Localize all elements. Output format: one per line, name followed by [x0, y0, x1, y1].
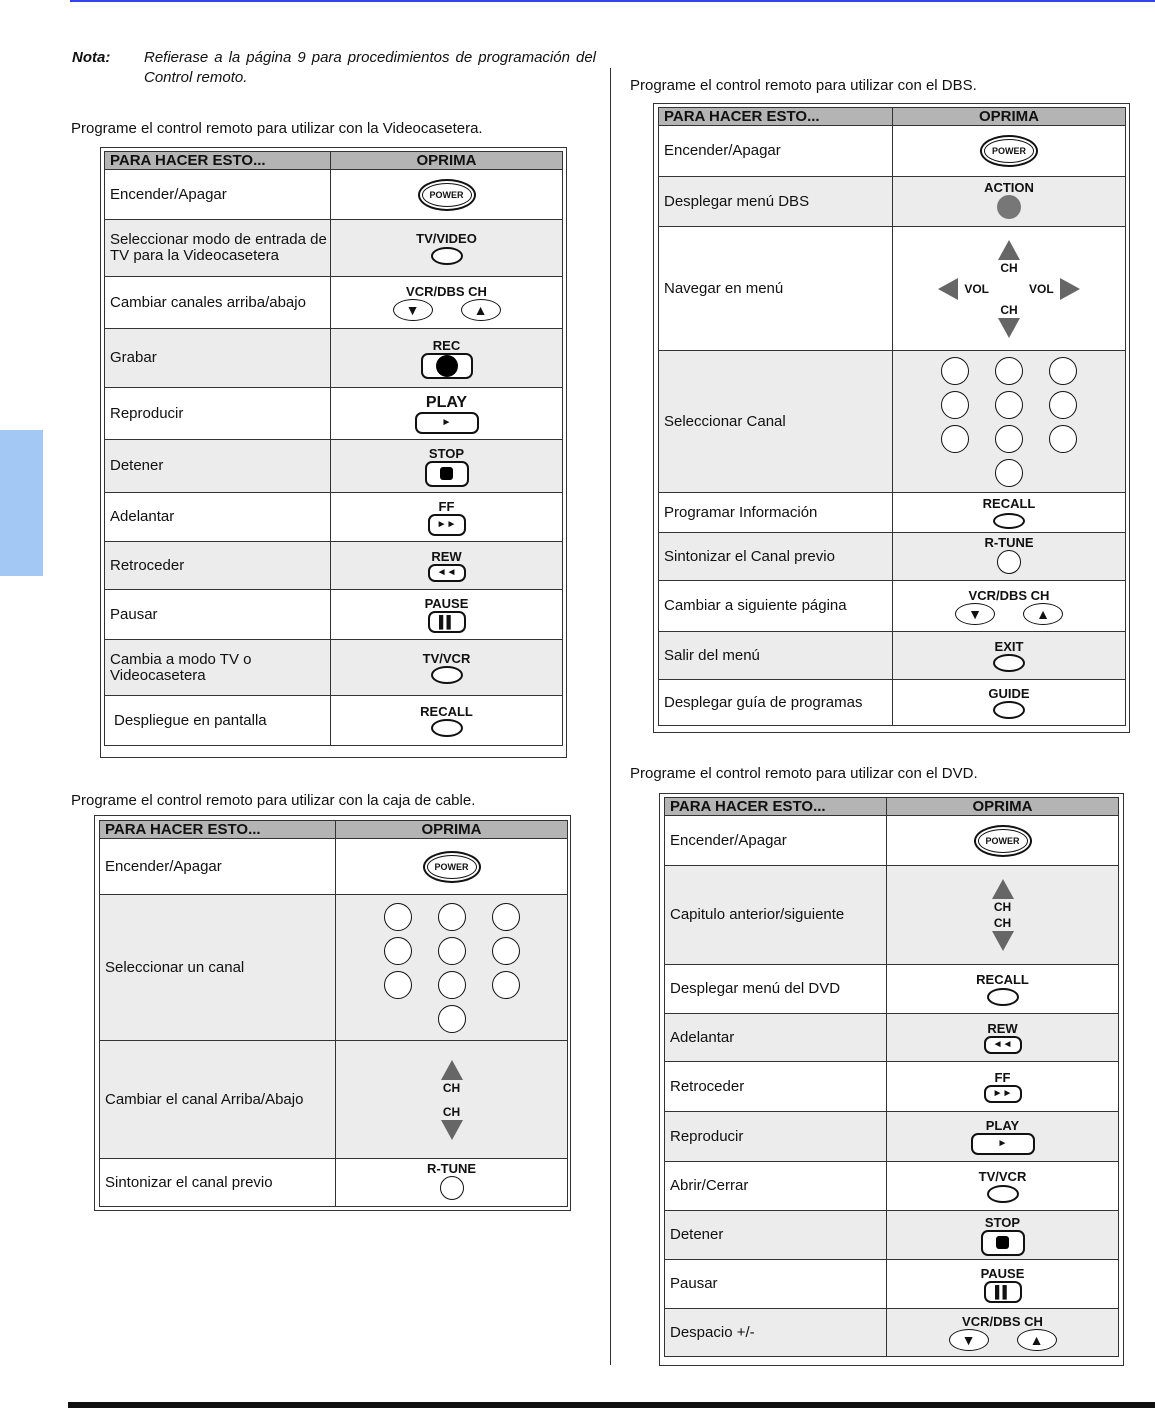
rewind-icon[interactable]: ◄◄	[984, 1036, 1022, 1054]
row-label: Pausar	[665, 1260, 887, 1309]
row-label: Detener	[105, 440, 331, 493]
digit-key[interactable]	[384, 937, 412, 965]
col-header-action: PARA HACER ESTO...	[665, 798, 887, 816]
oval-button-icon[interactable]	[431, 719, 463, 737]
digit-key[interactable]	[941, 425, 969, 453]
row-label: Cambiar a siguiente página	[659, 581, 893, 632]
action-button-icon[interactable]	[997, 195, 1021, 219]
button-label: RECALL	[982, 496, 1036, 512]
vcr-table	[104, 151, 563, 746]
digit-key[interactable]	[1049, 391, 1077, 419]
row-label: Encender/Apagar	[665, 816, 887, 866]
button-label: FF	[994, 1069, 1011, 1085]
ch-down-label: CH	[993, 916, 1012, 930]
button-label: ACTION	[984, 180, 1034, 195]
ch-down-label: CH	[1000, 302, 1018, 317]
button-label: STOP	[984, 1214, 1021, 1230]
row-label: Capitulo anterior/siguiente	[665, 866, 887, 965]
oval-button-icon[interactable]	[993, 513, 1025, 529]
digit-key[interactable]	[995, 357, 1023, 385]
table-row	[105, 640, 563, 696]
channel-up-icon[interactable]: ▲	[1023, 603, 1063, 625]
row-label: Retroceder	[105, 542, 331, 590]
button-label: TV/VIDEO	[416, 231, 477, 247]
table-row	[105, 220, 563, 277]
ch-up-label: CH	[993, 900, 1012, 914]
table-row	[105, 388, 563, 440]
table-row	[665, 1062, 1119, 1112]
row-label: Sintonizar el canal previo	[100, 1159, 336, 1207]
vol-right-label: VOL	[1029, 281, 1054, 296]
stop-icon[interactable]	[981, 1230, 1025, 1256]
table-row	[100, 839, 568, 895]
digit-key[interactable]	[492, 937, 520, 965]
table-row	[100, 1159, 568, 1207]
number-keypad-icon	[893, 357, 1125, 487]
oval-button-icon[interactable]	[431, 247, 463, 265]
play-icon[interactable]: ►	[971, 1133, 1035, 1155]
channel-down-arrow-icon[interactable]	[992, 931, 1014, 951]
table-row	[659, 493, 1126, 533]
table-row	[665, 1014, 1119, 1062]
power-button-icon[interactable]: POWER	[974, 825, 1032, 857]
table-row	[105, 329, 563, 388]
row-label: Reproducir	[105, 388, 331, 440]
channel-down-arrow-icon[interactable]	[441, 1120, 463, 1140]
table-row	[105, 440, 563, 493]
note-label: Nota:	[72, 49, 111, 66]
ch-up-label: CH	[1000, 260, 1018, 275]
round-button-icon[interactable]	[440, 1176, 464, 1200]
button-label: REW	[431, 548, 462, 564]
col-header-press: OPRIMA	[331, 152, 563, 170]
table-row	[665, 816, 1119, 866]
cable-intro: Programe el control remoto para utilizar con la caja de cable.	[71, 792, 476, 809]
row-label: Detener	[665, 1211, 887, 1260]
button-label: R-TUNE	[984, 535, 1034, 550]
digit-key[interactable]	[438, 971, 466, 999]
note-text: Refierase a la página 9 para procedimientos de programación del Control remoto.	[144, 49, 596, 86]
row-label: Seleccionar Canal	[659, 351, 893, 493]
table-row	[105, 590, 563, 640]
digit-key[interactable]	[1049, 425, 1077, 453]
table-row	[659, 227, 1126, 351]
channel-up-arrow-icon[interactable]	[992, 879, 1014, 899]
row-label: Grabar	[105, 329, 331, 388]
table-row	[665, 866, 1119, 965]
digit-key[interactable]	[492, 903, 520, 931]
volume-right-arrow-icon[interactable]	[1060, 278, 1080, 300]
col-header-action: PARA HACER ESTO...	[100, 821, 336, 839]
button-label: GUIDE	[988, 685, 1030, 701]
dbs-table	[658, 107, 1126, 726]
row-label: Navegar en menú	[659, 227, 893, 351]
play-icon[interactable]: ►	[415, 412, 479, 434]
digit-key[interactable]	[995, 391, 1023, 419]
row-label: Desplegar menú del DVD	[665, 965, 887, 1014]
table-row	[659, 680, 1126, 726]
section-side-tab	[0, 430, 43, 576]
row-label: Salir del menú	[659, 632, 893, 680]
button-label: REW	[987, 1020, 1018, 1036]
digit-key[interactable]	[384, 971, 412, 999]
digit-key[interactable]	[492, 971, 520, 999]
digit-key[interactable]	[438, 903, 466, 931]
table-row	[105, 542, 563, 590]
pause-icon[interactable]: ▌▌	[428, 611, 466, 633]
row-label: Reproducir	[665, 1112, 887, 1162]
channel-down-icon[interactable]: ▼	[949, 1329, 989, 1351]
col-header-action: PARA HACER ESTO...	[105, 152, 331, 170]
row-label: Despliegue en pantalla	[105, 696, 331, 746]
table-row	[665, 1309, 1119, 1357]
table-header	[100, 821, 568, 839]
row-label: Desplegar menú DBS	[659, 177, 893, 227]
row-label: Desplegar guía de programas	[659, 680, 893, 726]
table-row	[105, 696, 563, 746]
digit-key[interactable]	[995, 425, 1023, 453]
digit-key[interactable]	[1049, 357, 1077, 385]
row-label: Encender/Apagar	[659, 126, 893, 177]
oval-button-icon[interactable]	[993, 654, 1025, 672]
power-button-icon[interactable]: POWER	[980, 135, 1038, 167]
dbs-intro: Programe el control remoto para utilizar con el DBS.	[630, 77, 977, 94]
col-header-action: PARA HACER ESTO...	[659, 108, 893, 126]
digit-key[interactable]	[941, 391, 969, 419]
table-row	[100, 1041, 568, 1159]
row-label: Seleccionar un canal	[100, 895, 336, 1041]
row-label: Sintonizar el Canal previo	[659, 533, 893, 581]
row-label: Adelantar	[665, 1014, 887, 1062]
power-button-icon[interactable]: POWER	[418, 179, 476, 211]
button-label: TV/VCR	[978, 1169, 1027, 1185]
button-label: PAUSE	[424, 596, 469, 611]
pause-icon[interactable]: ▌▌	[984, 1281, 1022, 1303]
digit-key[interactable]	[438, 937, 466, 965]
row-label: Cambiar el canal Arriba/Abajo	[100, 1041, 336, 1159]
dvd-intro: Programe el control remoto para utilizar con el DVD.	[630, 765, 978, 782]
channel-up-icon[interactable]: ▲	[461, 299, 501, 321]
stop-icon[interactable]	[425, 461, 469, 487]
table-row	[105, 170, 563, 220]
button-label: EXIT	[994, 638, 1024, 654]
table-row	[665, 1260, 1119, 1309]
table-header	[659, 108, 1126, 126]
button-label: STOP	[428, 445, 465, 461]
button-label: TV/VCR	[422, 650, 471, 666]
fast-forward-icon[interactable]: ►►	[984, 1085, 1022, 1103]
table-row	[665, 1162, 1119, 1211]
oval-button-icon[interactable]	[987, 988, 1019, 1006]
digit-key[interactable]	[438, 1005, 466, 1033]
ch-up-label: CH	[442, 1080, 461, 1095]
fast-forward-icon[interactable]: ►►	[428, 514, 466, 536]
button-label: PAUSE	[980, 1265, 1025, 1281]
row-label: Encender/Apagar	[105, 170, 331, 220]
button-label: REC	[432, 337, 461, 353]
digit-key[interactable]	[384, 903, 412, 931]
row-label: Abrir/Cerrar	[665, 1162, 887, 1211]
button-label: FF	[438, 498, 455, 514]
oval-button-icon[interactable]	[987, 1185, 1019, 1203]
table-row	[105, 277, 563, 329]
table-row	[665, 965, 1119, 1014]
oval-button-icon[interactable]	[993, 701, 1025, 719]
row-label: Programar Información	[659, 493, 893, 533]
table-row	[100, 895, 568, 1041]
col-header-press: OPRIMA	[887, 798, 1119, 816]
col-header-press: OPRIMA	[336, 821, 568, 839]
button-label: PLAY	[985, 1118, 1020, 1133]
table-header	[665, 798, 1119, 816]
table-row	[665, 1211, 1119, 1260]
button-label: VCR/DBS CH	[406, 284, 487, 299]
oval-button-icon[interactable]	[431, 666, 463, 684]
power-button-icon[interactable]: POWER	[423, 851, 481, 883]
button-label: VCR/DBS CH	[968, 587, 1050, 603]
col-header-press: OPRIMA	[893, 108, 1126, 126]
channel-up-arrow-icon[interactable]	[998, 240, 1020, 260]
dvd-table	[664, 797, 1119, 1357]
row-label: Retroceder	[665, 1062, 887, 1112]
bottom-rule	[68, 1402, 1155, 1408]
channel-down-icon[interactable]: ▼	[955, 603, 995, 625]
button-label: R-TUNE	[426, 1161, 477, 1176]
table-row	[659, 126, 1126, 177]
table-row	[659, 351, 1126, 493]
table-row	[659, 533, 1126, 581]
column-divider	[610, 68, 611, 1365]
vol-left-label: VOL	[964, 281, 989, 296]
button-label: RECALL	[420, 703, 473, 719]
volume-left-arrow-icon[interactable]	[938, 278, 958, 300]
row-label: Cambiar canales arriba/abajo	[105, 277, 331, 329]
round-button-icon[interactable]	[997, 550, 1021, 574]
row-label: Encender/Apagar	[100, 839, 336, 895]
channel-down-arrow-icon[interactable]	[998, 318, 1020, 338]
table-row	[659, 581, 1126, 632]
button-label: RECALL	[976, 972, 1029, 988]
cable-table	[99, 820, 568, 1207]
table-row	[659, 177, 1126, 227]
channel-up-arrow-icon[interactable]	[441, 1060, 463, 1080]
ch-down-label: CH	[442, 1104, 461, 1119]
table-row	[659, 632, 1126, 680]
row-label: Seleccionar modo de entrada de TV para la Videocasetera	[105, 220, 331, 277]
channel-up-icon[interactable]: ▲	[1017, 1329, 1057, 1351]
top-rule	[70, 0, 1155, 2]
button-label: PLAY	[425, 393, 468, 411]
table-row	[105, 493, 563, 542]
vcr-intro: Programe el control remoto para utilizar con la Videocasetera.	[71, 120, 483, 137]
row-label: Despacio +/-	[665, 1309, 887, 1357]
table-row	[665, 1112, 1119, 1162]
number-keypad-icon	[336, 903, 567, 1033]
table-header	[105, 152, 563, 170]
row-label: Cambia a modo TV o Videocasetera	[105, 640, 331, 696]
digit-key[interactable]	[941, 357, 969, 385]
channel-down-icon[interactable]: ▼	[393, 299, 433, 321]
rewind-icon[interactable]: ◄◄	[428, 564, 466, 582]
record-icon[interactable]	[421, 353, 473, 379]
row-label: Pausar	[105, 590, 331, 640]
digit-key[interactable]	[995, 459, 1023, 487]
row-label: Adelantar	[105, 493, 331, 542]
button-label: VCR/DBS CH	[962, 1314, 1043, 1329]
